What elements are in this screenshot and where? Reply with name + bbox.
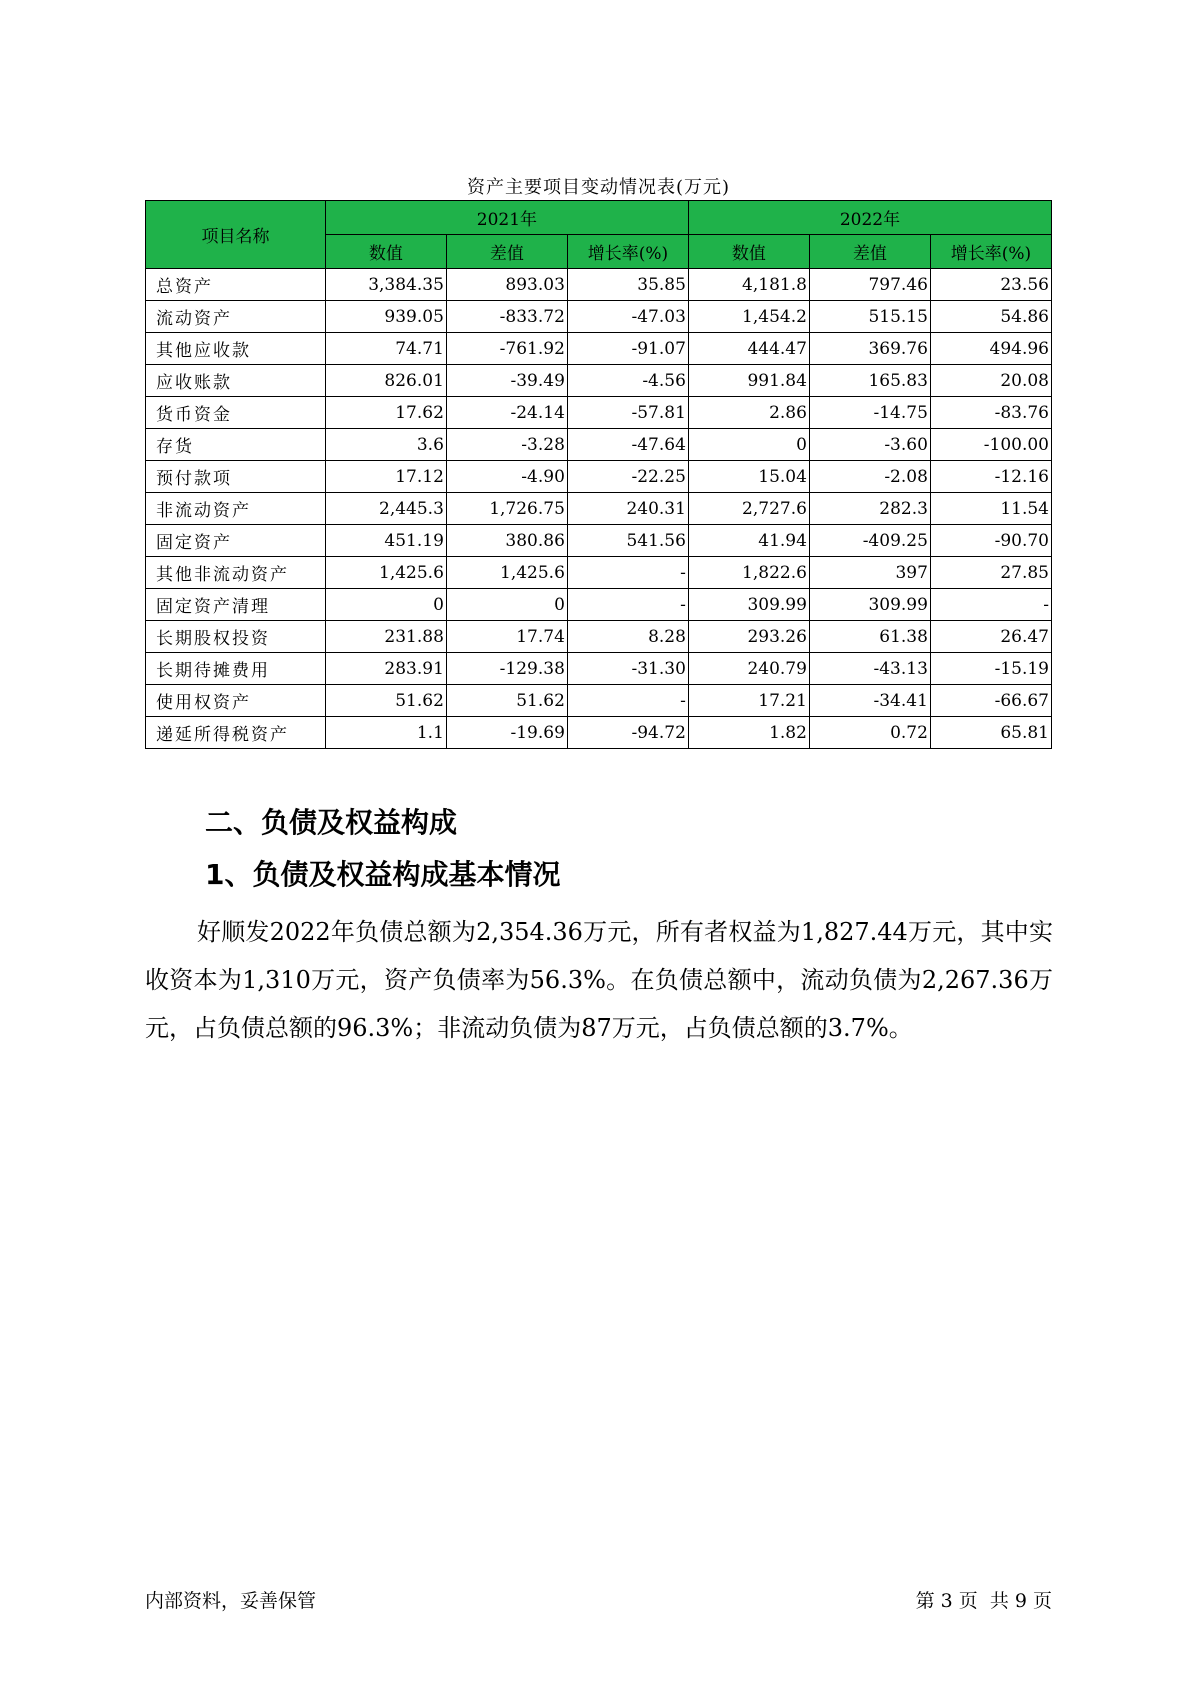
value-2022-cell: 15.04: [688, 461, 809, 493]
growth-2022-cell: 20.08: [930, 365, 1051, 397]
growth-2022-cell: -90.70: [930, 525, 1051, 557]
diff-2021-cell: -833.72: [446, 301, 567, 333]
diff-2022-cell: -409.25: [809, 525, 930, 557]
table-row: [146, 461, 1052, 493]
body-paragraph: 好顺发2022年负债总额为2,354.36万元，所有者权益为1,827.44万元，其中实收资本为1,310万元，资产负债率为56.3%。在负债总额中，流动负债为2,267.36万元，占负债总额的96.3%；非流动负债为87万元，占负债总额的3.7%。: [145, 918, 1053, 1042]
growth-2021-cell: -91.07: [567, 333, 688, 365]
value-2022-cell: 991.84: [688, 365, 809, 397]
value-2021-cell: 826.01: [325, 365, 446, 397]
growth-2022-cell: 27.85: [930, 557, 1051, 589]
diff-2021-cell: -24.14: [446, 397, 567, 429]
growth-2021-cell: -31.30: [567, 653, 688, 685]
value-2021-cell: 451.19: [325, 525, 446, 557]
value-2022-cell: 0: [688, 429, 809, 461]
header-year-2021: 2021年: [325, 201, 688, 235]
growth-2021-cell: -: [567, 589, 688, 621]
diff-2022-cell: 309.99: [809, 589, 930, 621]
diff-2022-cell: 282.3: [809, 493, 930, 525]
growth-2021-cell: -4.56: [567, 365, 688, 397]
growth-2022-cell: -: [930, 589, 1051, 621]
growth-2021-cell: 240.31: [567, 493, 688, 525]
table-caption: 资产主要项目变动情况表(万元): [466, 177, 731, 198]
value-2021-cell: 0: [325, 589, 446, 621]
growth-2022-cell: 11.54: [930, 493, 1051, 525]
growth-2022-cell: -12.16: [930, 461, 1051, 493]
header-diff: 差值: [446, 235, 567, 269]
diff-2021-cell: -19.69: [446, 717, 567, 749]
value-2022-cell: 2,727.6: [688, 493, 809, 525]
table-row: [146, 397, 1052, 429]
growth-2021-cell: 8.28: [567, 621, 688, 653]
value-2022-cell: 17.21: [688, 685, 809, 717]
value-2021-cell: 74.71: [325, 333, 446, 365]
value-2021-cell: 1.1: [325, 717, 446, 749]
table-row: [146, 653, 1052, 685]
header-item-name: 项目名称: [146, 201, 326, 269]
growth-2021-cell: -: [567, 685, 688, 717]
diff-2022-cell: -14.75: [809, 397, 930, 429]
value-2022-cell: 293.26: [688, 621, 809, 653]
value-2021-cell: 939.05: [325, 301, 446, 333]
value-2021-cell: 3,384.35: [325, 269, 446, 301]
diff-2021-cell: 1,726.75: [446, 493, 567, 525]
header-growth: 增长率(%): [567, 235, 688, 269]
diff-2021-cell: 51.62: [446, 685, 567, 717]
value-2022-cell: 1,822.6: [688, 557, 809, 589]
value-2022-cell: 444.47: [688, 333, 809, 365]
diff-2021-cell: 893.03: [446, 269, 567, 301]
table-row: [146, 301, 1052, 333]
value-2022-cell: 4,181.8: [688, 269, 809, 301]
assets-change-table: [145, 200, 1052, 749]
table-row: [146, 493, 1052, 525]
header-value: 数值: [688, 235, 809, 269]
value-2022-cell: 2.86: [688, 397, 809, 429]
item-name-cell: 总资产: [146, 269, 326, 301]
table-row: [146, 333, 1052, 365]
growth-2022-cell: -66.67: [930, 685, 1051, 717]
value-2022-cell: 240.79: [688, 653, 809, 685]
table-row: [146, 269, 1052, 301]
growth-2021-cell: -22.25: [567, 461, 688, 493]
value-2021-cell: 1,425.6: [325, 557, 446, 589]
growth-2022-cell: -100.00: [930, 429, 1051, 461]
item-name-cell: 非流动资产: [146, 493, 326, 525]
growth-2022-cell: 494.96: [930, 333, 1051, 365]
item-name-cell: 递延所得税资产: [146, 717, 326, 749]
item-name-cell: 存货: [146, 429, 326, 461]
item-name-cell: 应收账款: [146, 365, 326, 397]
value-2022-cell: 1,454.2: [688, 301, 809, 333]
diff-2022-cell: 61.38: [809, 621, 930, 653]
diff-2022-cell: 369.76: [809, 333, 930, 365]
item-name-cell: 长期股权投资: [146, 621, 326, 653]
item-name-cell: 货币资金: [146, 397, 326, 429]
header-diff: 差值: [809, 235, 930, 269]
table-header: [146, 201, 1052, 269]
growth-2021-cell: -94.72: [567, 717, 688, 749]
table-row: [146, 589, 1052, 621]
footer-page-number: 第 3 页 共 9 页: [915, 1590, 1052, 1612]
diff-2021-cell: -129.38: [446, 653, 567, 685]
value-2021-cell: 17.62: [325, 397, 446, 429]
footer-confidential-note: 内部资料，妥善保管: [145, 1590, 317, 1612]
diff-2021-cell: 1,425.6: [446, 557, 567, 589]
diff-2022-cell: 515.15: [809, 301, 930, 333]
section-heading: 二、负债及权益构成: [205, 806, 458, 839]
diff-2021-cell: -3.28: [446, 429, 567, 461]
header-value: 数值: [325, 235, 446, 269]
value-2021-cell: 51.62: [325, 685, 446, 717]
value-2022-cell: 309.99: [688, 589, 809, 621]
sub-heading: 1、负债及权益构成基本情况: [205, 858, 561, 891]
diff-2022-cell: 165.83: [809, 365, 930, 397]
growth-2022-cell: 65.81: [930, 717, 1051, 749]
diff-2021-cell: -4.90: [446, 461, 567, 493]
growth-2022-cell: -15.19: [930, 653, 1051, 685]
table-row: [146, 429, 1052, 461]
diff-2022-cell: 0.72: [809, 717, 930, 749]
growth-2021-cell: 35.85: [567, 269, 688, 301]
diff-2021-cell: -39.49: [446, 365, 567, 397]
diff-2022-cell: -3.60: [809, 429, 930, 461]
diff-2022-cell: 397: [809, 557, 930, 589]
diff-2021-cell: -761.92: [446, 333, 567, 365]
growth-2022-cell: -83.76: [930, 397, 1051, 429]
growth-2022-cell: 26.47: [930, 621, 1051, 653]
value-2021-cell: 283.91: [325, 653, 446, 685]
value-2021-cell: 2,445.3: [325, 493, 446, 525]
table-row: [146, 557, 1052, 589]
growth-2021-cell: -47.03: [567, 301, 688, 333]
diff-2021-cell: 380.86: [446, 525, 567, 557]
item-name-cell: 长期待摊费用: [146, 653, 326, 685]
value-2022-cell: 1.82: [688, 717, 809, 749]
item-name-cell: 使用权资产: [146, 685, 326, 717]
table-body: [146, 269, 1052, 749]
table-row: [146, 365, 1052, 397]
value-2021-cell: 231.88: [325, 621, 446, 653]
growth-2021-cell: -47.64: [567, 429, 688, 461]
growth-2021-cell: -57.81: [567, 397, 688, 429]
diff-2021-cell: 17.74: [446, 621, 567, 653]
item-name-cell: 预付款项: [146, 461, 326, 493]
table-row: [146, 717, 1052, 749]
item-name-cell: 固定资产清理: [146, 589, 326, 621]
diff-2022-cell: -43.13: [809, 653, 930, 685]
value-2022-cell: 41.94: [688, 525, 809, 557]
table-row: [146, 685, 1052, 717]
item-name-cell: 其他非流动资产: [146, 557, 326, 589]
growth-2022-cell: 54.86: [930, 301, 1051, 333]
growth-2022-cell: 23.56: [930, 269, 1051, 301]
item-name-cell: 其他应收款: [146, 333, 326, 365]
item-name-cell: 流动资产: [146, 301, 326, 333]
growth-2021-cell: -: [567, 557, 688, 589]
diff-2022-cell: -2.08: [809, 461, 930, 493]
value-2021-cell: 17.12: [325, 461, 446, 493]
diff-2022-cell: 797.46: [809, 269, 930, 301]
table-row: [146, 525, 1052, 557]
value-2021-cell: 3.6: [325, 429, 446, 461]
header-year-2022: 2022年: [688, 201, 1051, 235]
item-name-cell: 固定资产: [146, 525, 326, 557]
header-growth: 增长率(%): [930, 235, 1051, 269]
table-row: [146, 621, 1052, 653]
growth-2021-cell: 541.56: [567, 525, 688, 557]
diff-2021-cell: 0: [446, 589, 567, 621]
diff-2022-cell: -34.41: [809, 685, 930, 717]
